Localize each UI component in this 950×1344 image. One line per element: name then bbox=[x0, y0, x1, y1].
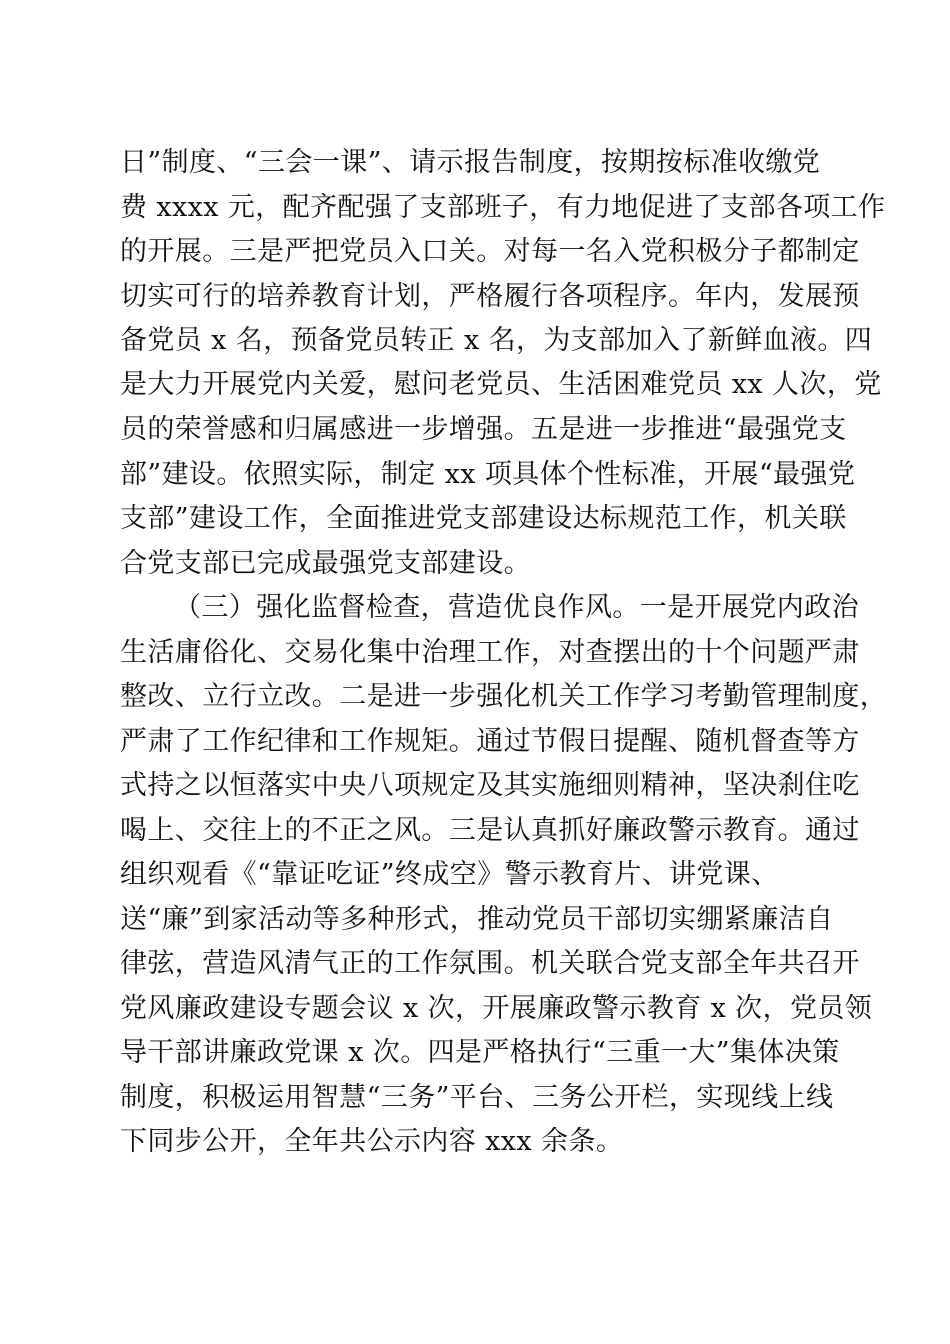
paragraph-line: 部”建设。依照实际，制定 xx 项具体个性标准，开展“最强党 bbox=[120, 459, 856, 490]
paragraph-line: 合党支部已完成最强党支部建设。 bbox=[120, 548, 531, 579]
paragraph-line: 导干部讲廉政党课 x 次。四是严格执行“三重一大”集体决策 bbox=[120, 1037, 840, 1068]
paragraph-line: 切实可行的培养教育计划，严格履行各项程序。年内，发展预 bbox=[120, 281, 860, 312]
paragraph-line: 送“廉”到家活动等多种形式，推动党员干部切实绷紧廉洁自 bbox=[120, 904, 834, 935]
paragraph-line: 费 xxxx 元，配齐配强了支部班子，有力地促进了支部各项工作 bbox=[120, 192, 886, 223]
paragraph-line: 日”制度、“三会一课”、请示报告制度，按期按标准收缴党 bbox=[120, 147, 821, 178]
paragraph-line: 生活庸俗化、交易化集中治理工作，对查摆出的十个问题严肃 bbox=[120, 637, 860, 668]
paragraph-line: 式持之以恒落实中央八项规定及其实施细则精神，坚决刹住吃 bbox=[120, 770, 860, 801]
paragraph-line: 下同步公开，全年共公示内容 xxx 余条。 bbox=[120, 1126, 624, 1157]
paragraph-line: 备党员 x 名，预备党员转正 x 名，为支部加入了新鲜血液。四 bbox=[120, 325, 873, 356]
paragraph-line: 员的荣誉感和归属感进一步增强。五是进一步推进“最强党支 bbox=[120, 414, 847, 445]
paragraph-line: 的开展。三是严把党员入口关。对每一名入党积极分子都制定 bbox=[120, 236, 860, 267]
paragraph-line: 是大力开展党内关爱，慰问老党员、生活困难党员 xx 人次，党 bbox=[120, 369, 882, 400]
paragraph-line: 整改、立行立改。二是进一步强化机关工作学习考勤管理制度， bbox=[120, 681, 888, 712]
paragraph-line: 制度，积极运用智慧“三务”平台、三务公开栏，实现线上线 bbox=[120, 1082, 834, 1113]
paragraph-line: 律弦，营造风清气正的工作氛围。机关联合党支部全年共召开 bbox=[120, 948, 860, 979]
paragraph-line: 党风廉政建设专题会议 x 次，开展廉政警示教育 x 次，党员领 bbox=[120, 993, 873, 1024]
paragraph-line: 支部”建设工作，全面推进党支部建设达标规范工作，机关联 bbox=[120, 503, 847, 534]
paragraph-line: 组织观看《“靠证吃证”终成空》警示教育片、讲党课、 bbox=[120, 859, 779, 890]
paragraph-line: 喝上、交往上的不正之风。三是认真抓好廉政警示教育。通过 bbox=[120, 815, 860, 846]
section-heading-line: （三）强化监督检查，营造优良作风。一是开展党内政治 bbox=[174, 592, 859, 623]
paragraph-line: 严肃了工作纪律和工作规矩。通过节假日提醒、随机督查等方 bbox=[120, 726, 860, 757]
